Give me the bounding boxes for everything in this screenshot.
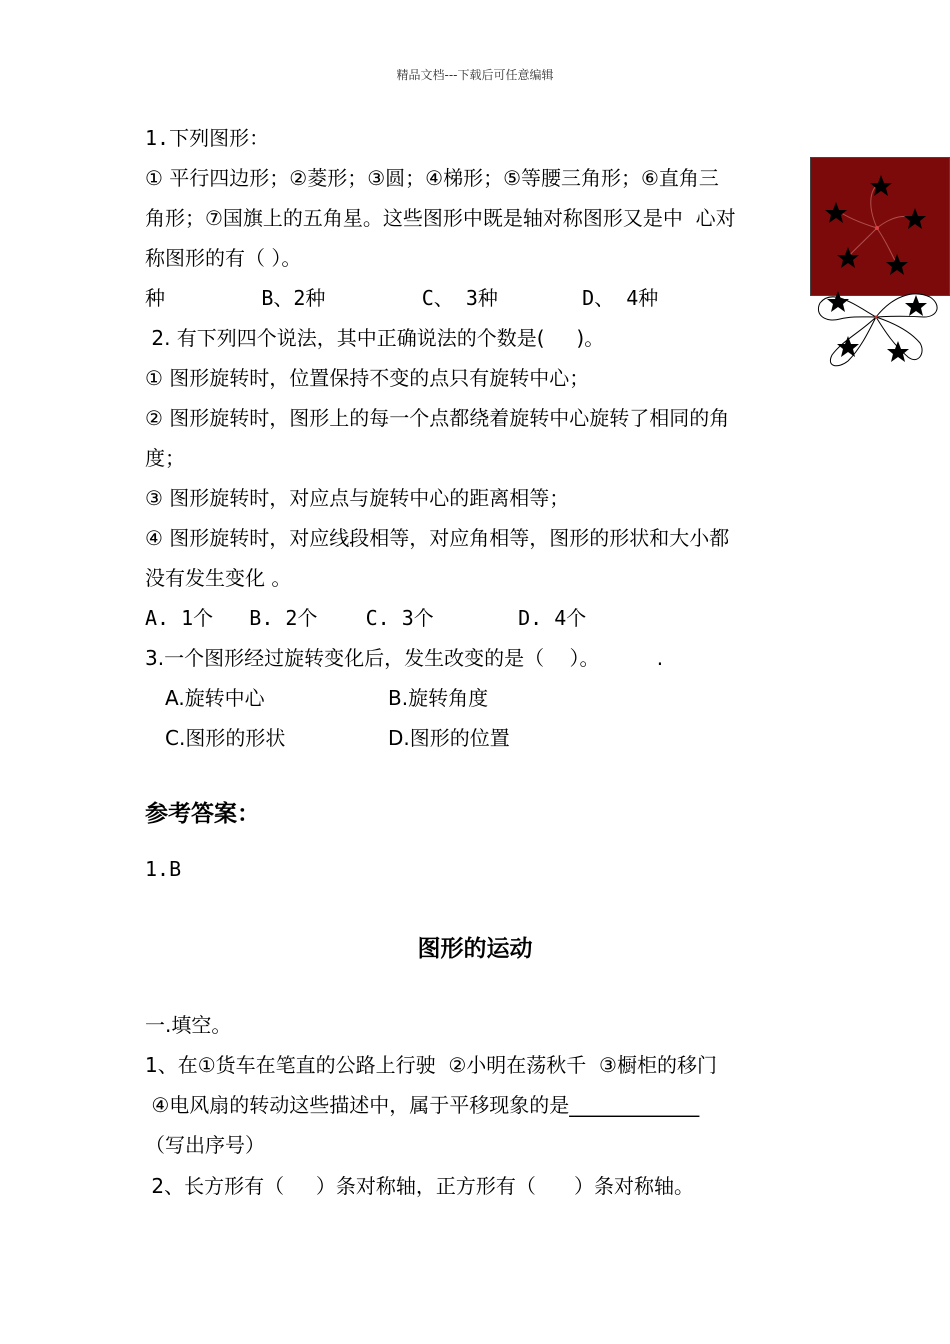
q3-option-c: C.图形的形状 <box>165 726 286 750</box>
q2-statement-4b: 没有发生变化 。 <box>145 566 292 590</box>
q2-statement-1: ① 图形旋转时，位置保持不变的点只有旋转中心； <box>145 366 590 390</box>
q3-option-d: D.图形的位置 <box>388 726 510 750</box>
q1-title: 1.下列图形： <box>145 126 270 150</box>
q2-options: A. 1个 B. 2个 C. 3个 D. 4个 <box>145 606 587 630</box>
fill-1-line-b: ④电风扇的转动这些描述中，属于平移现象的是_____________ <box>145 1093 700 1117</box>
q1-options: 种 B、2种 C、 3种 D、 4种 <box>145 286 659 310</box>
fill-1-line-a: 1、在①货车在笔直的公路上行驶 ②小明在荡秋千 ③橱柜的移门 <box>145 1053 717 1077</box>
q2-statement-4a: ④ 图形旋转时，对应线段相等，对应角相等，图形的形状和大小都 <box>145 526 730 550</box>
q1-line2: 角形；⑦国旗上的五角星。这些图形中既是轴对称图形又是中 心对 <box>145 206 736 230</box>
q3-option-a: A.旋转中心 <box>165 686 265 710</box>
q1-line3: 称图形的有（ ）。 <box>145 246 302 270</box>
answers-heading: 参考答案： <box>145 801 260 827</box>
section-title: 图形的运动 <box>417 936 533 962</box>
q2-statement-2b: 度； <box>145 446 185 470</box>
q2-title: 2. 有下列四个说法，其中正确说法的个数是( )。 <box>145 326 605 350</box>
bauhinia-outline-icon <box>812 283 950 383</box>
fill-1-line-c: （写出序号） <box>145 1133 265 1157</box>
fill-2: 2、长方形有（ ）条对称轴，正方形有（ ）条对称轴。 <box>145 1174 695 1198</box>
page-header: 精品文档---下载后可任意编辑 <box>396 68 554 82</box>
q3-option-b: B.旋转角度 <box>388 686 489 710</box>
q3-title: 3.一个图形经过旋转变化后，发生改变的是（ ）。 . <box>145 646 664 670</box>
flag-image <box>810 157 950 296</box>
q1-line1: ① 平行四边形；②菱形；③圆；④梯形；⑤等腰三角形；⑥直角三 <box>145 166 719 190</box>
q2-statement-3: ③ 图形旋转时，对应点与旋转中心的距离相等； <box>145 486 570 510</box>
flag-stars-icon <box>811 158 949 295</box>
q2-statement-2a: ② 图形旋转时，图形上的每一个点都绕着旋转中心旋转了相同的角 <box>145 406 730 430</box>
answer-1: 1.B <box>145 857 182 881</box>
part-heading: 一.填空。 <box>145 1013 232 1037</box>
